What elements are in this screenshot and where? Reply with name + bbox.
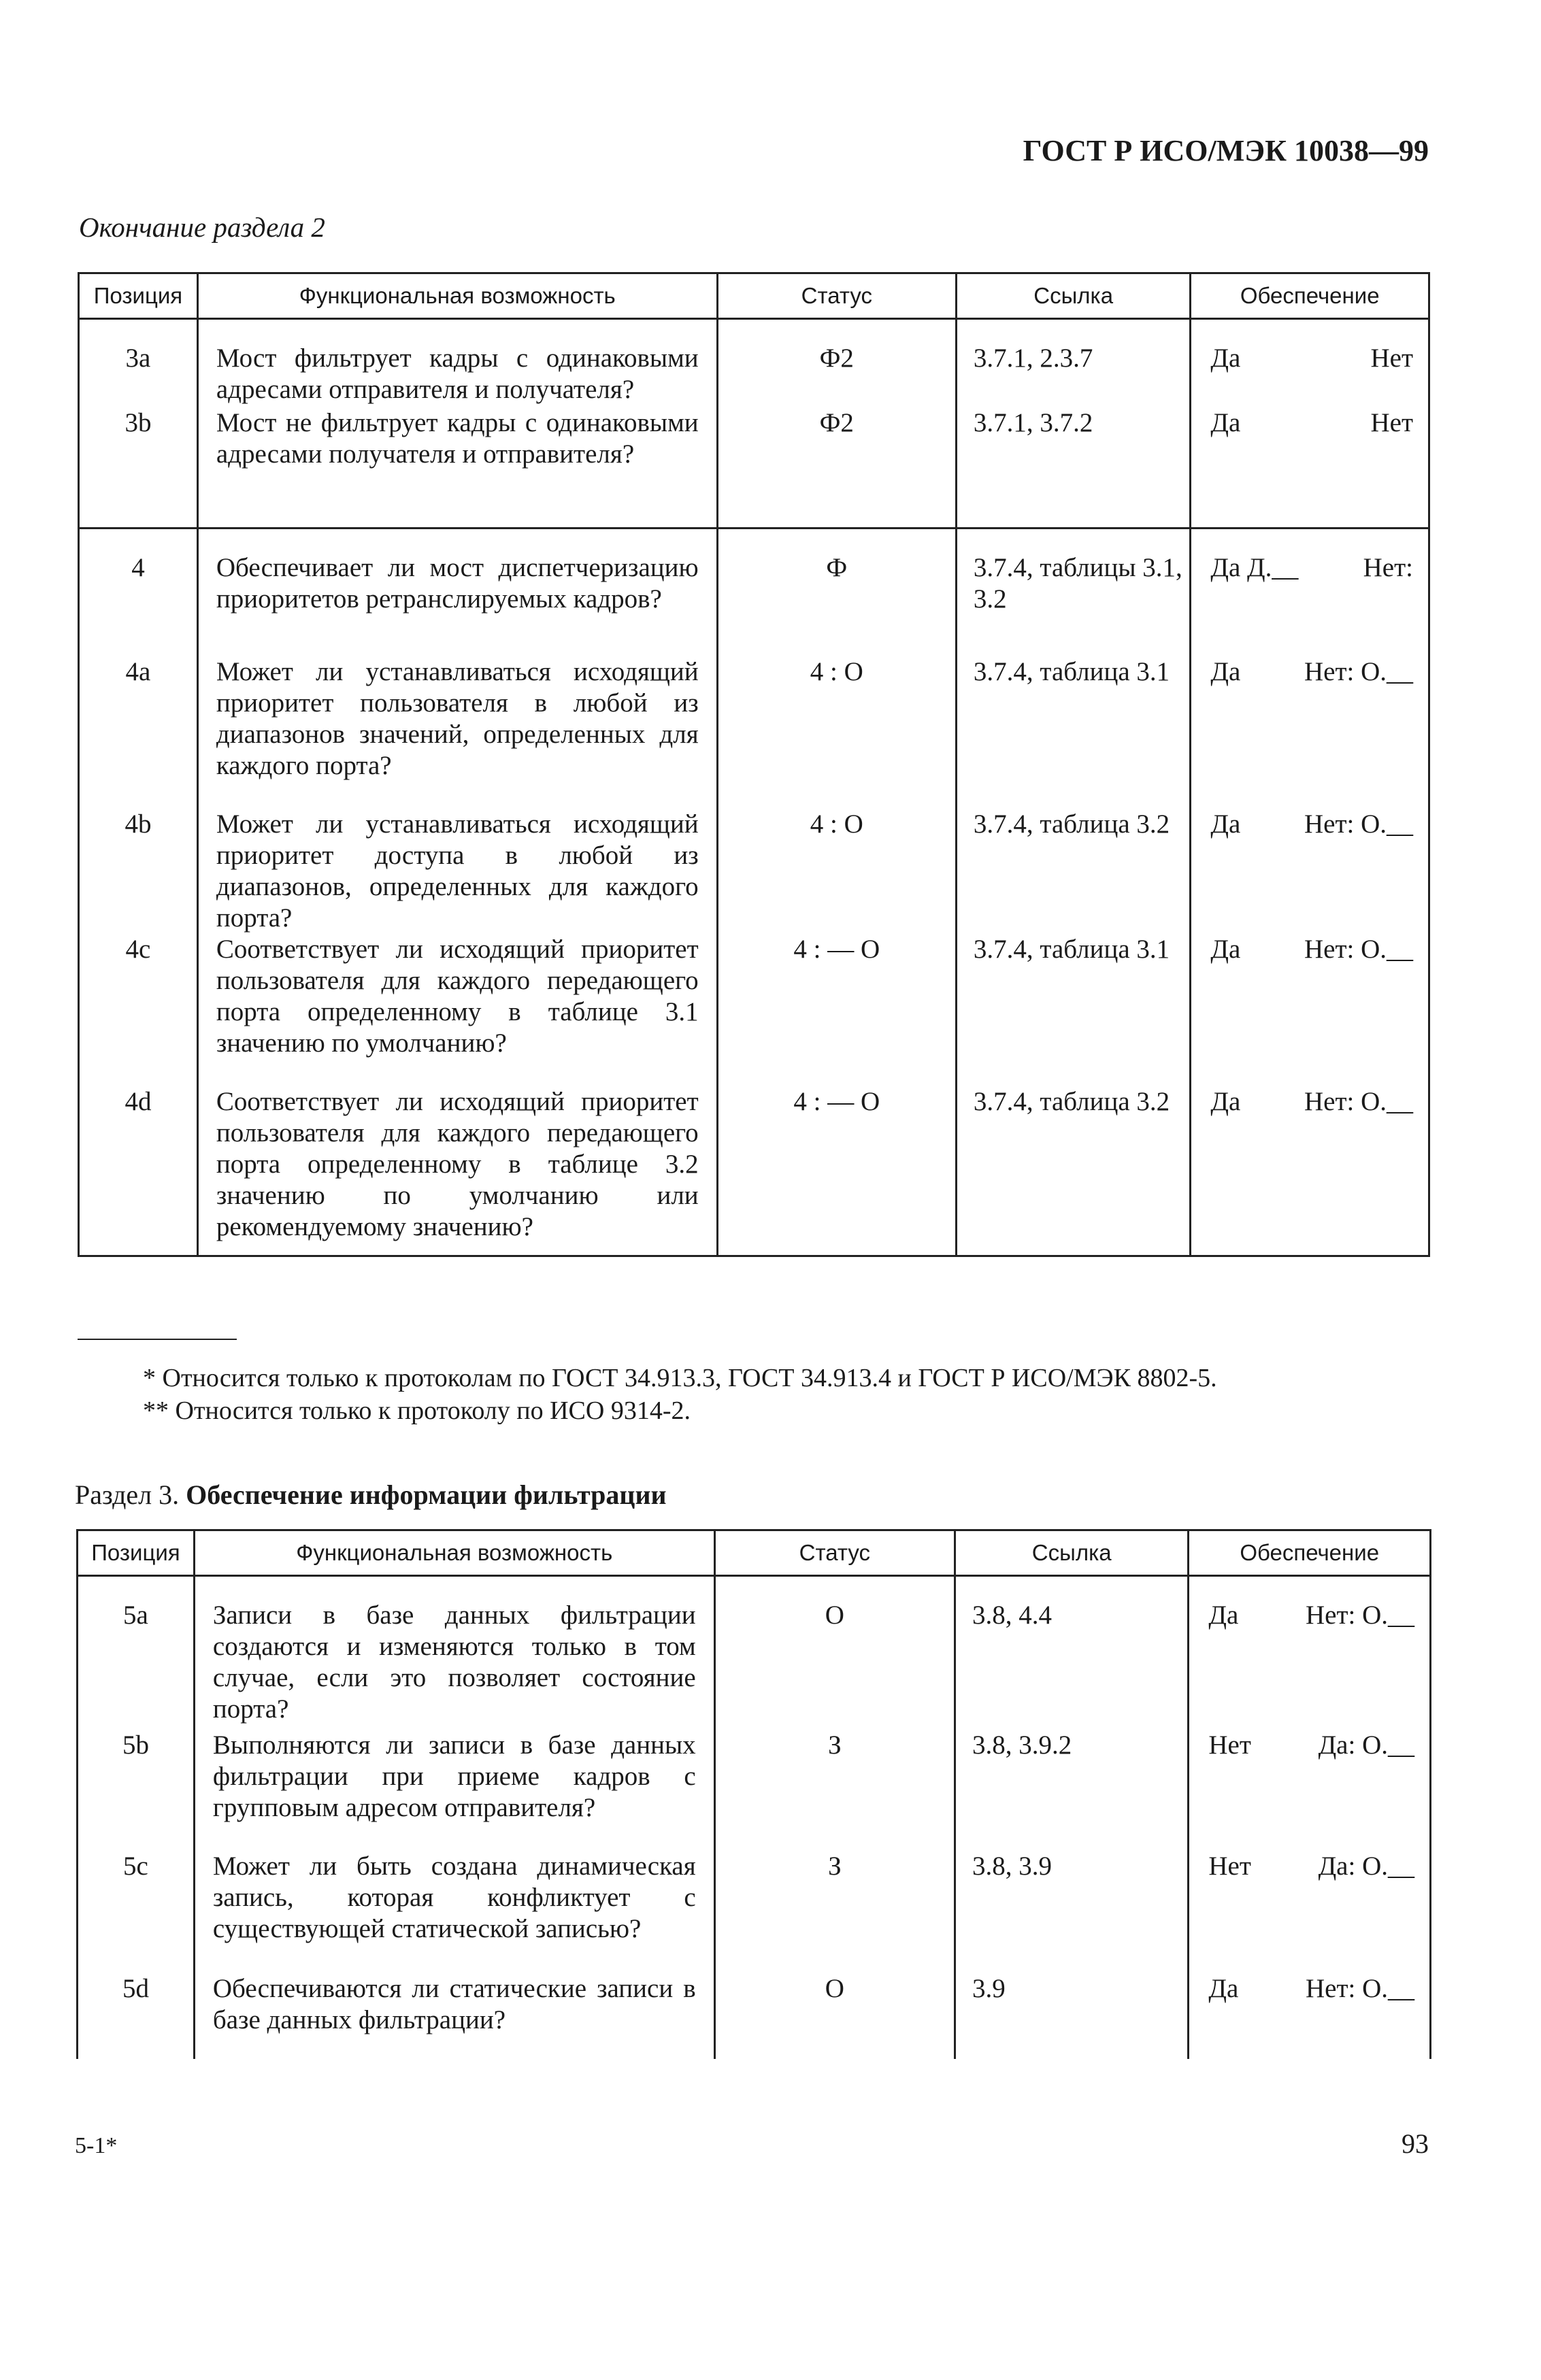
row-status: 4 : О bbox=[717, 656, 956, 809]
row-status: Ф2 bbox=[717, 319, 956, 407]
provision-option: Да bbox=[1210, 1086, 1241, 1116]
row-reference: 3.7.4, таблица 3.1 bbox=[956, 656, 1190, 809]
row-reference: 3.7.1, 3.7.2 bbox=[956, 407, 1190, 529]
row-status: З bbox=[714, 1851, 955, 1973]
table-row bbox=[79, 407, 1429, 529]
row-feature: Может ли быть создана динамическая запись, которая конфликтует с существующей статической записью? bbox=[194, 1851, 714, 1973]
row-provision bbox=[1191, 656, 1429, 809]
footnote-2: ** Относится только к протоколу по ИСО 9314-2. bbox=[143, 1396, 691, 1425]
row-status: О bbox=[714, 1973, 955, 2059]
row-status: Ф bbox=[717, 529, 956, 656]
provision-option: Да bbox=[1210, 343, 1241, 373]
section-3-title bbox=[75, 1479, 667, 1511]
table-section-2 bbox=[78, 272, 1430, 1257]
row-provision bbox=[1191, 407, 1429, 529]
provision-option: Нет bbox=[1208, 1730, 1251, 1760]
signature-mark: 5-1* bbox=[75, 2133, 118, 2158]
table-row bbox=[78, 1851, 1431, 1973]
provision-option: Да bbox=[1208, 1973, 1239, 2003]
row-provision bbox=[1191, 319, 1429, 407]
row-reference: 3.7.4, таблица 3.1 bbox=[956, 934, 1190, 1086]
col-reference: Ссылка bbox=[956, 273, 1190, 319]
footnote-1: * Относится только к протоколам по ГОСТ 34.913.3, ГОСТ 34.913.4 и ГОСТ Р ИСО/МЭК 8802-5. bbox=[143, 1364, 1217, 1392]
table-row bbox=[79, 319, 1429, 407]
row-position: 5c bbox=[78, 1851, 195, 1973]
row-provision bbox=[1189, 1851, 1431, 1973]
row-reference: 3.7.1, 2.3.7 bbox=[956, 319, 1190, 407]
row-position: 5d bbox=[78, 1973, 195, 2059]
table-row bbox=[78, 1973, 1431, 2059]
row-feature: Мост фильтрует кадры с одинаковыми адресами отправителя и получателя? bbox=[197, 319, 717, 407]
row-feature: Может ли устанавливаться исходящий приоритет доступа в любой из диапазонов, определенных для каждого порта? bbox=[197, 809, 717, 934]
col-provision: Обеспечение bbox=[1189, 1530, 1431, 1576]
row-position: 4d bbox=[79, 1086, 198, 1256]
row-reference: 3.7.4, таблицы 3.1, 3.2 bbox=[956, 529, 1190, 656]
row-position: 4b bbox=[79, 809, 198, 934]
row-status: З bbox=[714, 1730, 955, 1851]
table-section-3 bbox=[76, 1529, 1431, 2059]
row-provision bbox=[1191, 1086, 1429, 1256]
footnote-divider bbox=[78, 1339, 237, 1340]
provision-alt: Нет: О.__ bbox=[1304, 1086, 1413, 1116]
col-reference: Ссылка bbox=[955, 1530, 1189, 1576]
provision-alt: Нет: bbox=[1363, 553, 1413, 582]
row-provision bbox=[1189, 1576, 1431, 1730]
row-feature: Мост не фильтрует кадры с одинаковыми адресами получателя и отправителя? bbox=[197, 407, 717, 529]
row-provision bbox=[1191, 809, 1429, 934]
section-prefix: Раздел 3. bbox=[75, 1479, 180, 1510]
row-reference: 3.8, 3.9 bbox=[955, 1851, 1189, 1973]
row-provision bbox=[1191, 934, 1429, 1086]
provision-option: Нет bbox=[1208, 1851, 1251, 1881]
row-feature: Обеспечивает ли мост диспетчеризацию приоритетов ретранслируемых кадров? bbox=[197, 529, 717, 656]
provision-alt: Да: О.__ bbox=[1318, 1851, 1414, 1881]
row-feature: Выполняются ли записи в базе данных фильтрации при приеме кадров с групповым адресом отправителя? bbox=[194, 1730, 714, 1851]
table-row bbox=[79, 934, 1429, 1086]
provision-option: Да bbox=[1210, 809, 1241, 839]
provision-alt: Нет: О.__ bbox=[1304, 809, 1413, 839]
row-provision bbox=[1189, 1973, 1431, 2059]
row-reference: 3.8, 4.4 bbox=[955, 1576, 1189, 1730]
provision-alt: Нет bbox=[1370, 343, 1413, 373]
provision-option: Да bbox=[1210, 656, 1241, 686]
col-provision: Обеспечение bbox=[1191, 273, 1429, 319]
row-reference: 3.7.4, таблица 3.2 bbox=[956, 1086, 1190, 1256]
row-position: 4a bbox=[79, 656, 198, 809]
provision-option: Да bbox=[1210, 934, 1241, 964]
table-row bbox=[79, 1086, 1429, 1256]
row-position: 4 bbox=[79, 529, 198, 656]
row-reference: 3.8, 3.9.2 bbox=[955, 1730, 1189, 1851]
provision-alt: Нет: О.__ bbox=[1304, 934, 1413, 964]
continuation-caption: Окончание раздела 2 bbox=[79, 212, 325, 243]
provision-alt: Нет: О.__ bbox=[1304, 656, 1413, 686]
table-header-row bbox=[79, 273, 1429, 319]
col-status: Статус bbox=[714, 1530, 955, 1576]
table-row bbox=[78, 1730, 1431, 1851]
row-status: О bbox=[714, 1576, 955, 1730]
page-number: 93 bbox=[1402, 2128, 1429, 2159]
row-feature: Может ли устанавливаться исходящий приоритет пользователя в любой из диапазонов значений, определенных для каждого порта? bbox=[197, 656, 717, 809]
row-reference: 3.9 bbox=[955, 1973, 1189, 2059]
provision-alt: Нет: О.__ bbox=[1305, 1600, 1414, 1630]
provision-alt: Нет: О.__ bbox=[1305, 1973, 1414, 2003]
provision-alt: Нет bbox=[1370, 407, 1413, 437]
document-header: ГОСТ Р ИСО/МЭК 10038—99 bbox=[1023, 134, 1429, 167]
table-row bbox=[79, 809, 1429, 934]
row-provision bbox=[1191, 529, 1429, 656]
row-position: 5a bbox=[78, 1576, 195, 1730]
provision-option: Да Д.__ bbox=[1210, 553, 1299, 582]
row-status: Ф2 bbox=[717, 407, 956, 529]
col-position: Позиция bbox=[78, 1530, 195, 1576]
row-position: 3a bbox=[79, 319, 198, 407]
row-feature: Соответствует ли исходящий приоритет пользователя для каждого передающего порта определенному в таблице 3.1 значению по умолчанию? bbox=[197, 934, 717, 1086]
row-status: 4 : — О bbox=[717, 1086, 956, 1256]
row-feature: Записи в базе данных фильтрации создаются и изменяются только в том случае, если это позволяет состояние порта? bbox=[194, 1576, 714, 1730]
section-name: Обеспечение информации фильтрации bbox=[186, 1479, 667, 1510]
row-feature: Обеспечиваются ли статические записи в базе данных фильтрации? bbox=[194, 1973, 714, 2059]
row-reference: 3.7.4, таблица 3.2 bbox=[956, 809, 1190, 934]
provision-option: Да bbox=[1210, 407, 1241, 437]
provision-alt: Да: О.__ bbox=[1318, 1730, 1414, 1760]
table-header-row bbox=[78, 1530, 1431, 1576]
provision-option: Да bbox=[1208, 1600, 1239, 1630]
row-position: 5b bbox=[78, 1730, 195, 1851]
row-position: 4c bbox=[79, 934, 198, 1086]
row-position: 3b bbox=[79, 407, 198, 529]
col-status: Статус bbox=[717, 273, 956, 319]
row-status: 4 : О bbox=[717, 809, 956, 934]
row-feature: Соответствует ли исходящий приоритет пользователя для каждого передающего порта определенному в таблице 3.2 значению по умолчанию или рекомендуемому значению? bbox=[197, 1086, 717, 1256]
table-row bbox=[79, 656, 1429, 809]
table-row bbox=[79, 529, 1429, 656]
row-status: 4 : — О bbox=[717, 934, 956, 1086]
col-feature: Функциональная возможность bbox=[194, 1530, 714, 1576]
row-provision bbox=[1189, 1730, 1431, 1851]
table-row bbox=[78, 1576, 1431, 1730]
col-position: Позиция bbox=[79, 273, 198, 319]
col-feature: Функциональная возможность bbox=[197, 273, 717, 319]
